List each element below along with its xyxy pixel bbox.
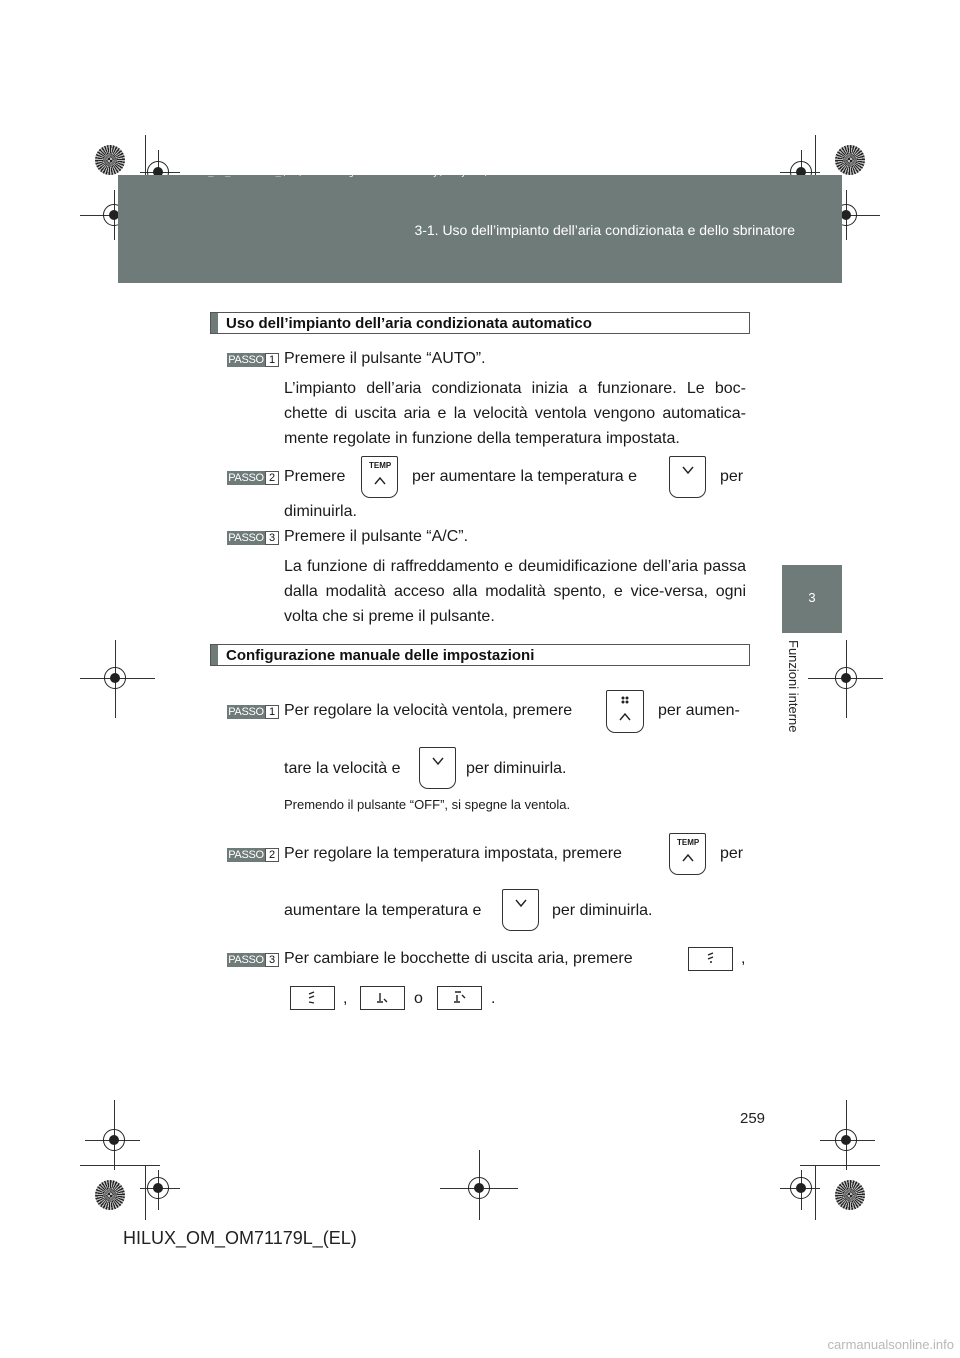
- step-text: per: [720, 468, 744, 485]
- step-text: o: [414, 990, 423, 1007]
- step-text: per: [720, 845, 744, 862]
- fan-down-key-icon: [419, 747, 456, 789]
- chevron-down-icon: [419, 747, 456, 789]
- vent-foot-key-icon: [360, 986, 405, 1010]
- step-badge: PASSO 3: [227, 953, 279, 967]
- chevron-up-icon: [669, 833, 706, 875]
- step-text: per aumen-: [658, 702, 740, 719]
- section-heading-auto: [210, 312, 750, 334]
- temp-down-key-icon: [502, 889, 539, 931]
- temp-down-key-icon: [669, 456, 706, 498]
- step-body: L’impianto dell’aria condizionata inizia a funzionare. Le boc-chette di uscita aria e la velocità ventola vengono automatica-mente regolate in funzione della temperatura impostata.: [284, 380, 746, 447]
- vent-face-key-icon: [688, 947, 733, 971]
- step-badge: PASSO 2: [227, 471, 279, 485]
- step-text: .: [491, 990, 496, 1007]
- step-text: per aumentare la temperatura e: [412, 468, 638, 485]
- step-text: Per regolare la temperatura impostata, premere: [284, 845, 622, 862]
- section-heading-manual: [210, 644, 750, 666]
- chevron-down-icon: [502, 889, 539, 931]
- step-text: per diminuirla.: [552, 902, 653, 919]
- step-badge: PASSO 1: [227, 705, 279, 719]
- temp-up-key-icon: TEMP: [669, 833, 706, 875]
- section-title: Uso dell’impianto dell’aria condizionata automatico: [226, 315, 592, 332]
- step-body: La funzione di raffreddamento e deumidificazione dell’aria passa dalla modalità acceso alla modalità spento, e vice-versa, ogni volta che si preme il pulsante.: [284, 558, 746, 625]
- step-text: Premere il pulsante “AUTO”.: [284, 350, 486, 367]
- step-badge: PASSO 1: [227, 353, 279, 367]
- step-text: per diminuirla.: [466, 760, 567, 777]
- heading-stripe: [211, 313, 218, 333]
- step-badge: PASSO 3: [227, 531, 279, 545]
- heading-stripe: [211, 645, 218, 665]
- step-text: Per cambiare le bocchette di uscita aria, premere: [284, 950, 633, 967]
- step-text: ,: [343, 990, 348, 1007]
- fan-icon: [606, 690, 644, 733]
- step-text: diminuirla.: [284, 503, 357, 520]
- chapter-number: 3: [808, 590, 816, 605]
- watermark: carmanualsonline.info: [827, 1337, 954, 1352]
- step-note: Premendo il pulsante “OFF”, si spegne la ventola.: [284, 797, 571, 812]
- document-code: HILUX_OM_OM71179L_(EL): [123, 1228, 357, 1248]
- section-title: Configurazione manuale delle impostazioni: [226, 647, 535, 664]
- temp-up-key-icon: TEMP: [361, 456, 398, 498]
- fan-up-key-icon: [606, 690, 644, 733]
- step-text: Per regolare la velocità ventola, premere: [284, 702, 573, 719]
- book-stamp: HILUX_OM_OM71179L_(EL).book Page 259 Wednesday, May 16, 2012 11:37 AM: [180, 168, 568, 178]
- page-number: 259: [740, 1110, 766, 1127]
- chapter-label: Funzioni interne: [786, 640, 801, 733]
- step-text: Premere: [284, 468, 346, 485]
- chevron-down-icon: [669, 456, 706, 498]
- vent-bilevel-key-icon: [290, 986, 335, 1010]
- vent-foot-defrost-key-icon: [437, 986, 482, 1010]
- step-text: ,: [741, 950, 746, 967]
- running-head: 3-1. Uso dell’impianto dell’aria condizionata e dello sbrinatore: [414, 222, 795, 238]
- step-text: aumentare la temperatura e: [284, 902, 482, 919]
- step-text: tare la velocità e: [284, 760, 401, 777]
- chevron-up-icon: [361, 456, 398, 498]
- step-text: Premere il pulsante “A/C”.: [284, 528, 469, 545]
- step-badge: PASSO 2: [227, 848, 279, 862]
